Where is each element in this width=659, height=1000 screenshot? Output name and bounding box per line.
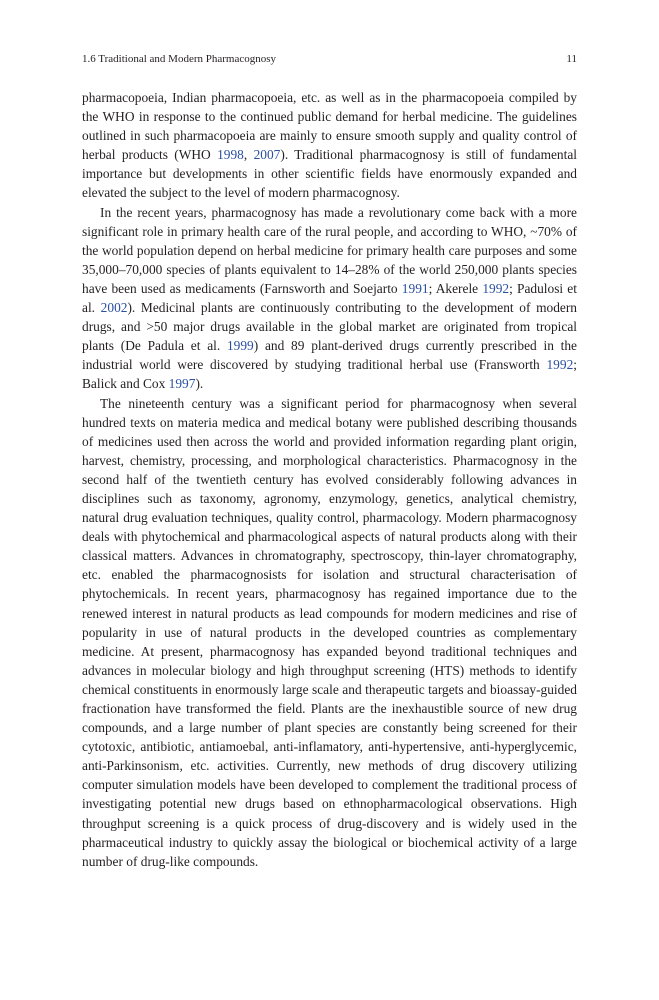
body-text: [82, 88, 577, 871]
citation-link[interactable]: 1991: [401, 280, 429, 296]
paragraph-1: pharmacopoeia, Indian pharmacopoeia, etc. as well as in the pharmacopoeia compiled by the WHO in response to the continued public demand for herbal medicine. The guidelines outlined in such pharmacopoeia are mainly to ensure smooth supply and quality control of herbal products (WHO 1998, 2007). Traditional pharmacognosy is still of fundamental importance but developments in other scientific fields have enormously expanded and elevated the subject to the level of modern pharmacognosy.: [82, 90, 578, 201]
running-head: [82, 51, 577, 67]
citation-link[interactable]: 1992: [546, 357, 574, 373]
citation-link[interactable]: 1998: [217, 147, 244, 163]
section-title: 1.6 Traditional and Modern Pharmacognosy: [82, 53, 277, 65]
citation-link[interactable]: 1999: [226, 338, 254, 354]
citation-link[interactable]: 1997: [168, 376, 196, 392]
citation-link[interactable]: 2002: [100, 300, 128, 316]
citation-link[interactable]: 2007: [253, 147, 281, 163]
citation-link[interactable]: 1992: [482, 280, 510, 296]
paragraph-2: In the recent years, pharmacognosy has made a revolutionary come back with a more significant role in primary health care of the rural people, and according to WHO, ~70% of the world population depend on herbal medicine for primary health care purposes and some 35,000–70,000 species of plants equivalent to 14–28% of the world 250,000 plants species have been used as medicaments (Farnsworth and Soejarto 1991; Akerele 1992; Padulosi et al. 2002). Medicinal plants are continuously contributing to the development of modern drugs, and >50 major drugs available in the global market are originated from tropical plants (De Padula et al. 1999) and 89 plant-derived drugs currently prescribed in the industrial world were discovered by studying traditional herbal use (Fransworth 1992; Balick and Cox 1997).: [82, 204, 578, 392]
paragraph-3: The nineteenth century was a significant period for pharmacognosy when several hundred texts on materia medica and medical botany were published describing thousands of medicines used then across the world and provided information regarding plant origin, harvest, chemistry, processing, and morphological characteristics. Pharmacognosy in the second half of the twentieth century has evolved considerably following advances in disciplines such as taxonomy, agronomy, enzymology, genetics, analytical chemistry, natural drug evaluation techniques, quality control, pharmacology. Modern pharmacognosy deals with phytochemical and pharmacological aspects of natural products along with their classical matters. Advances in chromatography, spectroscopy, thin-layer chromatography, etc. enabled the pharmacognosists for isolation and structural characterisation of phytochemicals. In recent years, pharmacognosy has regained importance due to the renewed interest in natural products as lead compounds for modern medicines and rise of popularity in use of natural products in the developed countries as complementary medicine. At present, pharmacognosy has expanded beyond traditional techniques and advances in molecular biology and high throughput screening (HTS) methods to identify chemical constituents in enormously large scale and therapeutic targets and bioassay-guided fractionation have transformed the field. Plants are the inexhaustible source of new drug compounds, and a large number of plant species are constantly being screened for their cytotoxic, antibiotic, antiamoebal, anti-inflamatory, anti-hypertensive, anti-hyperglycemic, anti-Parkinsonism, etc. activities. Currently, new methods of drug discovery utilizing computer simulation models have been developed to complement the traditional process of investigating potential new drugs based on ethnopharmacological observations. High throughput screening is a quick process of drug-discovery and is widely used in the pharmaceutical industry to quickly assay the biological or biochemical activity of a large number of drug-like compounds.: [82, 395, 577, 869]
page-number: 11: [566, 53, 577, 65]
